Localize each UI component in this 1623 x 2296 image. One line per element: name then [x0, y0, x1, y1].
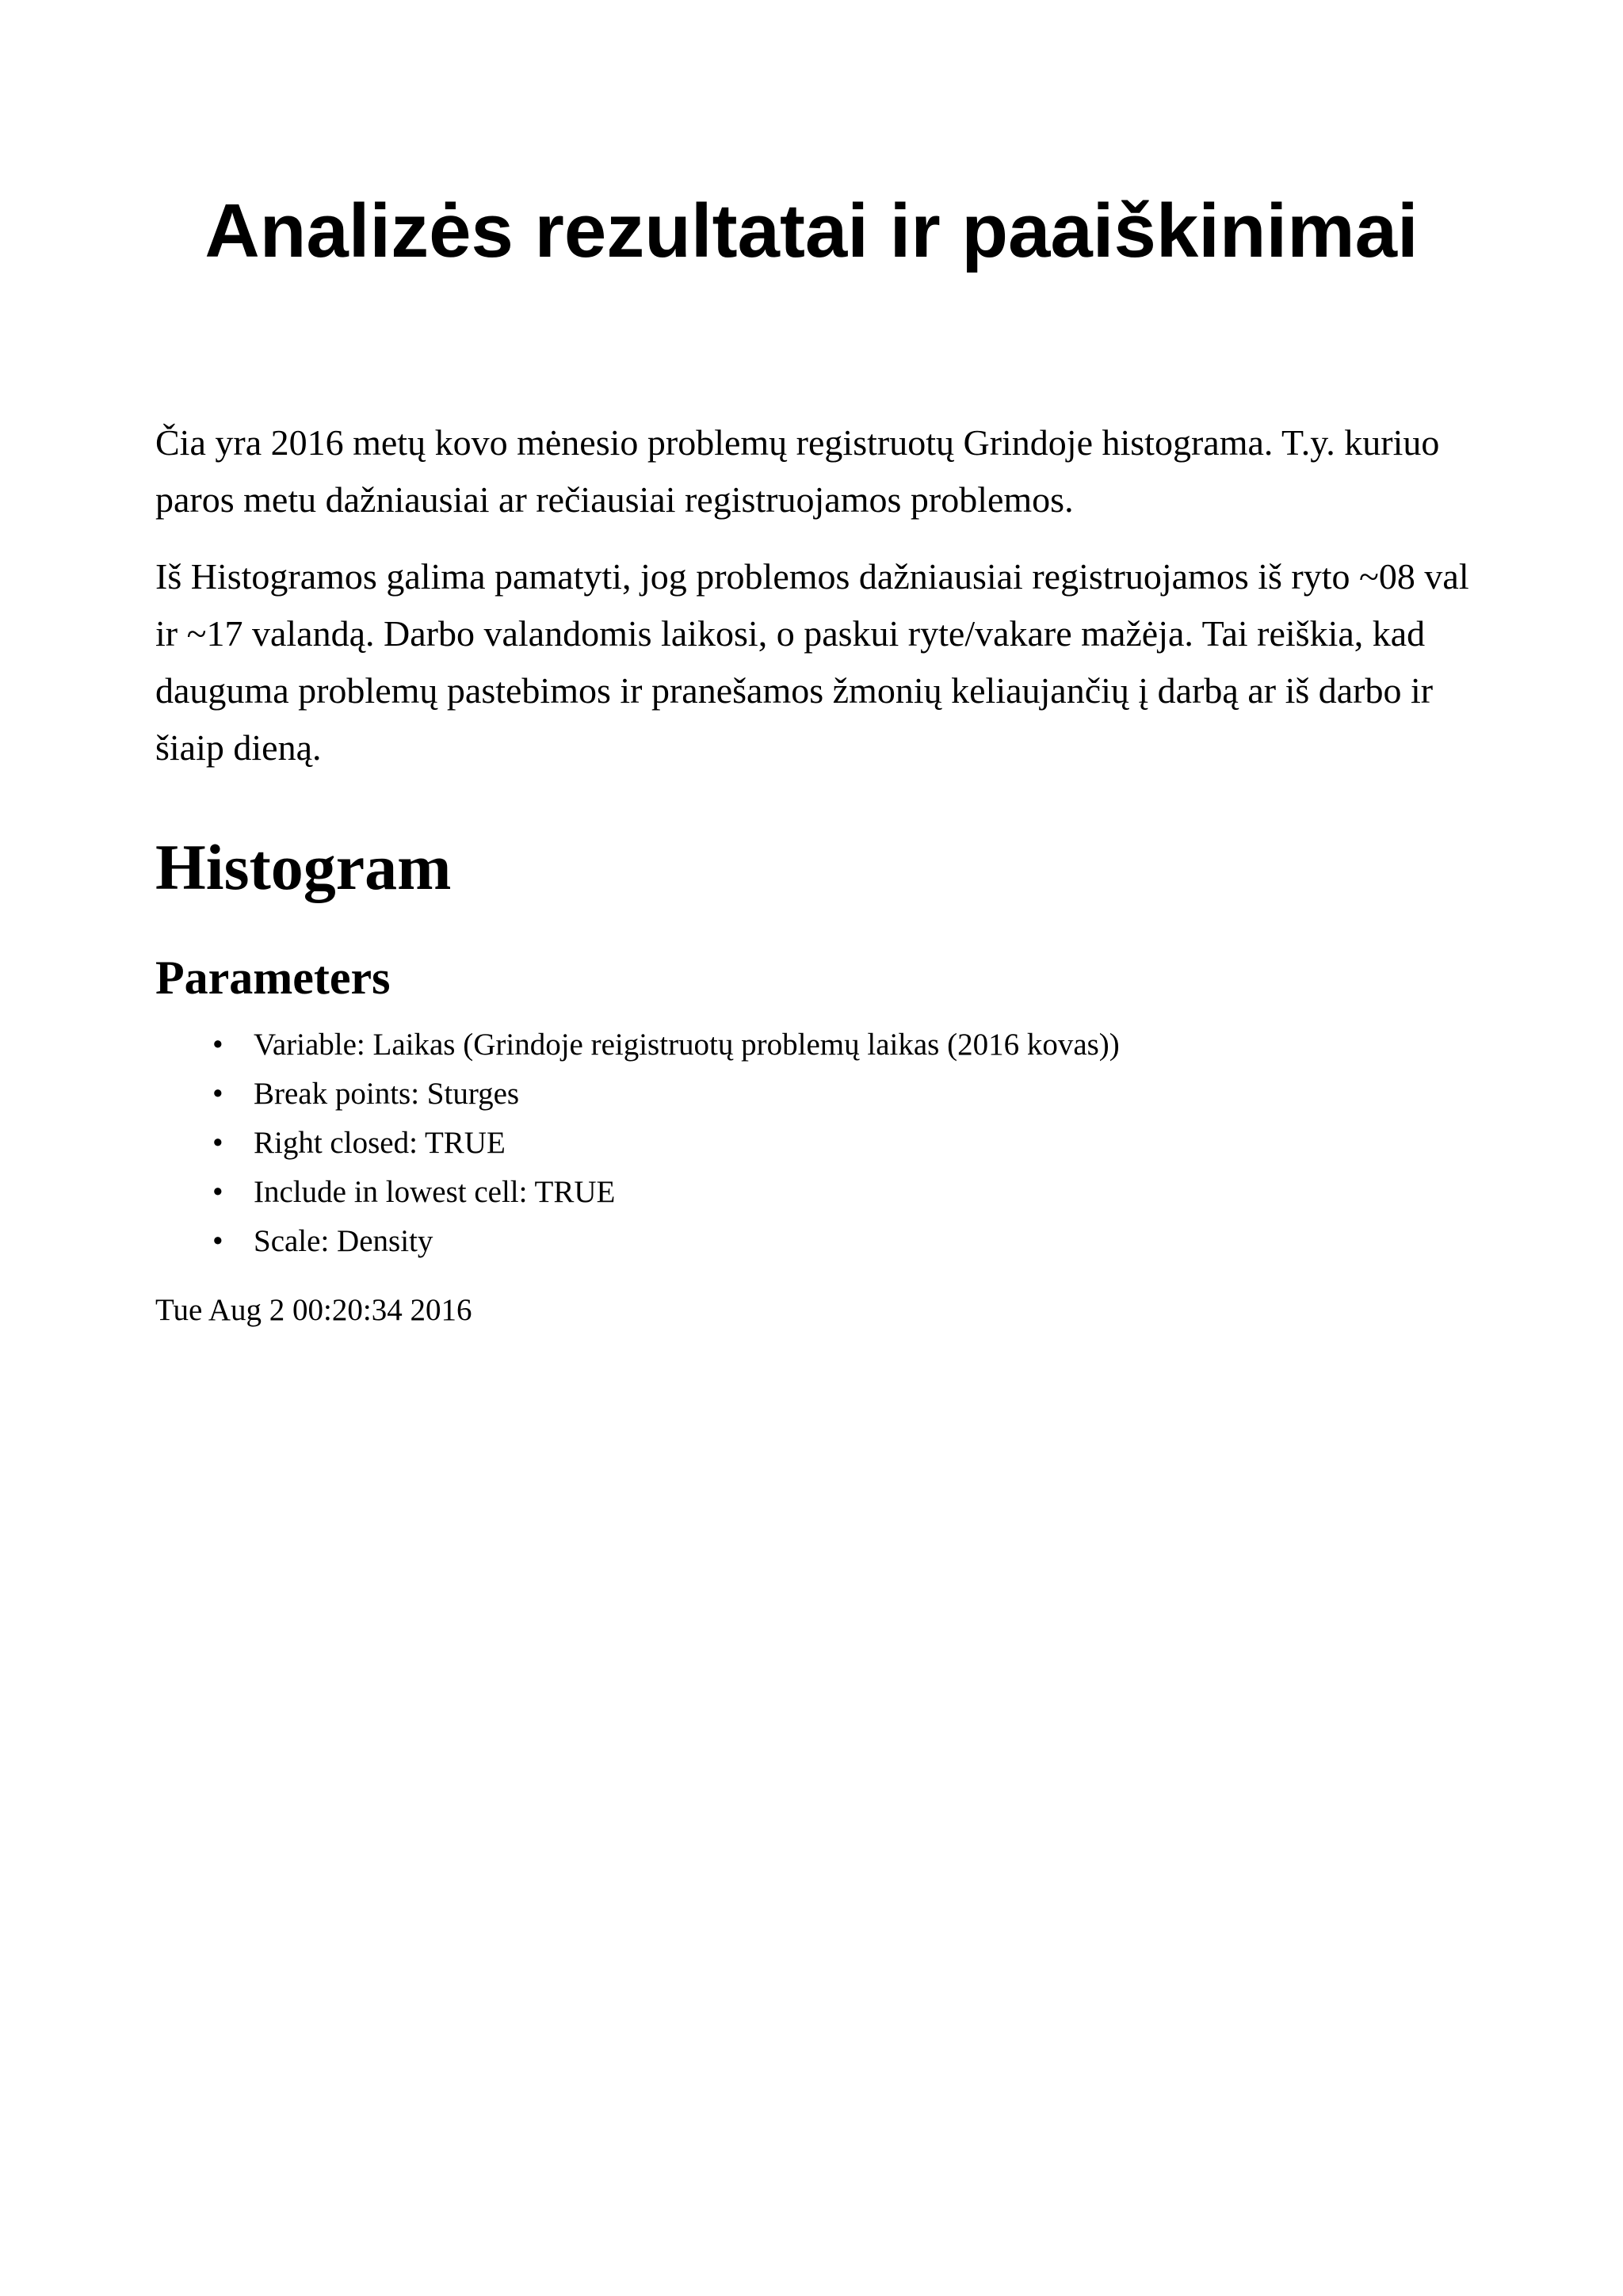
parameter-include-lowest: Include in lowest cell: TRUE — [254, 1175, 616, 1209]
timestamp: Tue Aug 2 00:20:34 2016 — [155, 1293, 472, 1327]
page-title: Analizės rezultatai ir paaiškinimai — [204, 189, 1419, 273]
analysis-paragraph: Iš Histogramos galima pamatyti, jog problemos dažniausiai registruojamos iš ryto ~08 val ir ~17 valandą. Darbo valandomis laikosi, o paskui ryte/vakare mažėja. Tai reiškia, kad dauguma problemų pastebimos ir pranešamos žmonių keliaujančių į darbą ar iš darbo ir šiaip dieną. — [155, 556, 1469, 768]
parameter-variable: Variable: Laikas (Grindoje reigistruotų problemų laikas (2016 kovas)) — [254, 1028, 1120, 1062]
bullet-icon: • — [212, 1175, 223, 1209]
parameter-break-points: Break points: Sturges — [254, 1077, 520, 1111]
list-item — [155, 1070, 1120, 1119]
parameter-right-closed: Right closed: TRUE — [254, 1126, 506, 1160]
list-item — [155, 1168, 1120, 1217]
parameters-list — [155, 1020, 1120, 1266]
subsection-heading-parameters: Parameters — [155, 952, 391, 1004]
parameter-scale: Scale: Density — [254, 1224, 433, 1258]
list-item — [155, 1119, 1120, 1168]
bullet-icon: • — [212, 1126, 223, 1160]
list-item — [155, 1217, 1120, 1266]
section-heading-histogram: Histogram — [155, 831, 452, 903]
bullet-icon: • — [212, 1224, 223, 1258]
bullet-icon: • — [212, 1028, 223, 1062]
intro-paragraph: Čia yra 2016 metų kovo mėnesio problemų registruotų Grindoje histograma. T.y. kuriuo paros metu dažniausiai ar rečiausiai registruojamos problemos. — [155, 422, 1440, 520]
list-item — [155, 1020, 1120, 1070]
bullet-icon: • — [212, 1077, 223, 1111]
